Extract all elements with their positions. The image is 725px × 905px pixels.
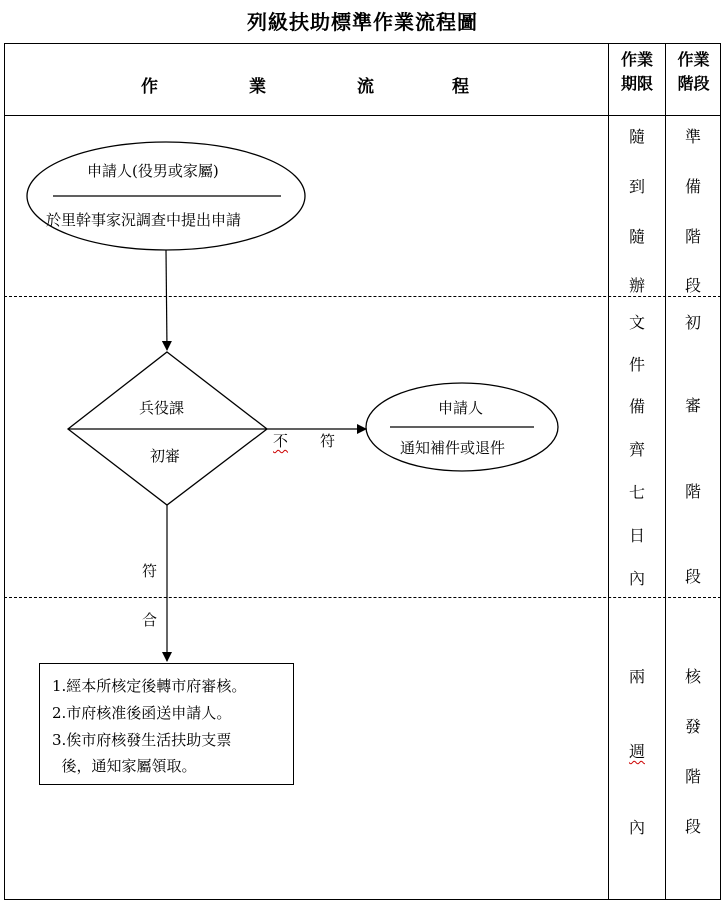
yes-branch-char-1: 符 xyxy=(142,562,158,580)
decision-bottom-label: 初審 xyxy=(150,447,181,465)
start-ellipse-top-label: 申請人(役男或家屬) xyxy=(87,162,219,180)
stage-header: 作業 階段 xyxy=(677,50,710,93)
start-ellipse-bottom-text: 於里幹事家況調查中提出申請 xyxy=(46,211,242,229)
final-box-line-3: 3.俟市府核發生活扶助支票 xyxy=(52,731,232,749)
start-ellipse-bottom-label xyxy=(46,209,241,230)
final-approval-box xyxy=(39,663,294,785)
final-box-line-2: 2.市府核准後函送申請人。 xyxy=(52,704,232,722)
flow-header-char: 業 xyxy=(249,77,266,97)
flow-header-char: 作 xyxy=(141,77,158,97)
page-title: 列級扶助標準作業流程圖 xyxy=(247,10,478,34)
no-branch-char-2: 符 xyxy=(320,432,336,450)
no-branch-char-1: 不 xyxy=(273,432,289,450)
final-box-line-4: 後，通知家屬領取。 xyxy=(52,757,197,775)
decision-top-label: 兵役課 xyxy=(139,399,185,417)
flow-header-char: 流 xyxy=(357,77,374,97)
arrow-start-to-decision xyxy=(166,250,167,350)
flow-header-char: 程 xyxy=(452,77,469,97)
period-header: 作業 期限 xyxy=(620,50,653,93)
reject-ellipse-top-label: 申請人 xyxy=(438,399,484,417)
yes-branch-char-2: 合 xyxy=(142,611,158,629)
reject-ellipse-bottom-label: 通知補件或退件 xyxy=(400,439,506,457)
final-box-line-1: 1.經本所核定後轉市府審核。 xyxy=(52,677,247,695)
